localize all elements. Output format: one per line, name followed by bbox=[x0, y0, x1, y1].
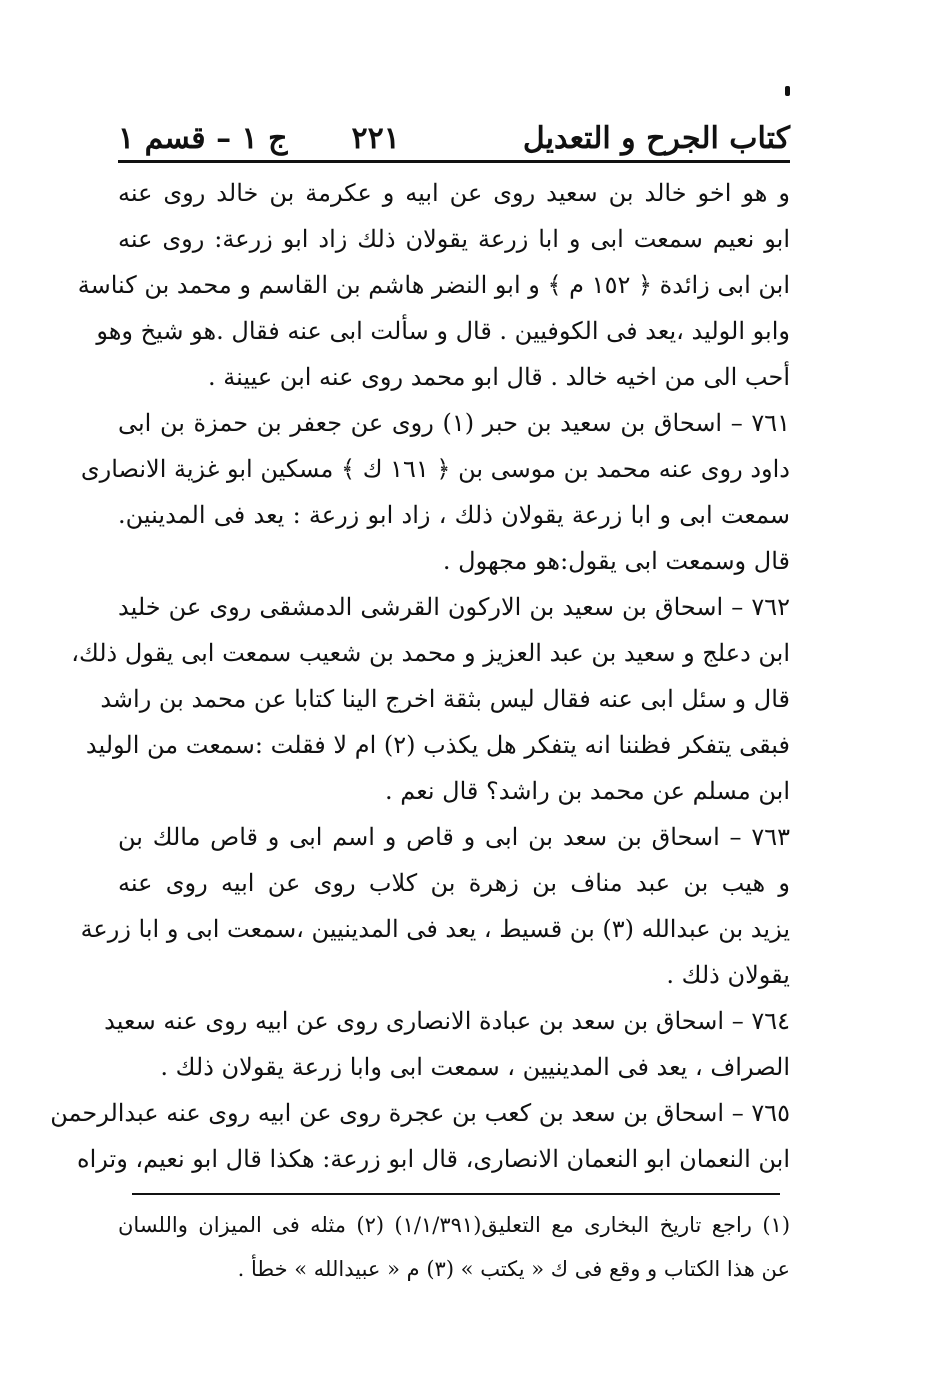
entry-764 bbox=[104, 998, 790, 1090]
page-number: ٢٢١ bbox=[351, 121, 400, 156]
text-line: ٧٦٣ – اسحاق بن سعد بن ابى و قاص و اسم ابى و قاص مالك بن bbox=[118, 823, 790, 851]
text-line: ابن مسلم عن محمد بن راشد؟ قال نعم . bbox=[385, 777, 790, 805]
text-line: ابو نعيم سمعت ابى و ابا زرعة يقولان ذلك زاد ابو زرعة: روى عنه bbox=[118, 225, 790, 253]
header-rule bbox=[118, 160, 790, 163]
footnote-rule bbox=[132, 1193, 780, 1195]
entry-763 bbox=[80, 814, 790, 998]
text-line: ٧٦٤ – اسحاق بن سعد بن عبادة الانصارى روى عن ابيه روى عنه سعيد bbox=[104, 1007, 790, 1035]
running-header bbox=[118, 96, 790, 156]
book-title: كتاب الجرح و التعديل bbox=[522, 121, 790, 156]
text-line: ٧٦٢ – اسحاق بن سعيد بن الاركون القرشى الدمشقى روى عن خليد bbox=[118, 593, 790, 621]
text-line: وابو الوليد ،يعد فى الكوفيين . قال و سألت ابى عنه فقال .هو شيخ وهو bbox=[96, 317, 790, 345]
text-line: داود روى عنه محمد بن موسى بن ﴿ ١٦١ ك ﴾ مسكين ابو غزية الانصارى bbox=[80, 455, 790, 483]
text-line: أحب الى من اخيه خالد . قال ابو محمد روى عنه ابن عيينة . bbox=[208, 363, 790, 391]
footnote-line: (١) راجع تاريخ البخارى مع التعليق(١/١/٣٩١) (٢) مثله فى الميزان واللسان bbox=[118, 1213, 791, 1237]
text-line: قال و سئل ابى عنه فقال ليس بثقة اخرج الينا كتابا عن محمد بن راشد bbox=[100, 685, 790, 713]
entry-761 bbox=[80, 400, 790, 584]
text-line: قال وسمعت ابى يقول:هو مجهول . bbox=[442, 547, 790, 575]
document-page bbox=[50, 0, 791, 1381]
text-line: الصراف ، يعد فى المدينيين ، سمعت ابى وابا زرعة يقولان ذلك . bbox=[160, 1053, 790, 1081]
text-line: يقولان ذلك . bbox=[666, 961, 790, 989]
text-line: يزيد بن عبدالله (٣) بن قسيط ، يعد فى المدينيين ،سمعت ابى و ابا زرعة bbox=[80, 915, 790, 943]
text-line: ابن ابى زائدة ﴿ ١٥٢ م ﴾ و ابو النضر هاشم بن القاسم و محمد بن كناسة bbox=[77, 271, 790, 299]
text-line: و هو اخو خالد بن سعيد روى عن ابيه و عكرمة بن خالد روى عنه bbox=[118, 179, 790, 207]
entry-765 bbox=[50, 1090, 790, 1182]
entry-762 bbox=[71, 584, 790, 814]
entry-continuation bbox=[77, 170, 790, 400]
footnotes bbox=[118, 1203, 790, 1291]
text-line: ٧٦٥ – اسحاق بن سعد بن كعب بن عجرة روى عن ابيه روى عنه عبدالرحمن bbox=[50, 1099, 790, 1127]
text-line: ابن دعلج و سعيد بن عبد العزيز و محمد بن شعيب سمعت ابى يقول ذلك، bbox=[71, 639, 790, 667]
text-line: و هيب بن عبد مناف بن زهرة بن كلاب روى عن ابيه روى عنه bbox=[118, 869, 790, 897]
text-line: فبقى يتفكر فظننا انه يتفكر هل يكذب (٢) ام لا فقلت :سمعت من الوليد bbox=[85, 731, 790, 759]
ink-mark bbox=[785, 86, 790, 96]
volume-part-label: ج ١ – قسم ١ bbox=[118, 121, 288, 156]
footnote-line: عن هذا الكتاب و وقع فى ك « يكتب » (٣) م « عبيدالله » خطأ . bbox=[237, 1257, 790, 1281]
text-line: ٧٦١ – اسحاق بن سعيد بن حبر (١) روى عن جعفر بن حمزة بن ابى bbox=[118, 409, 790, 437]
main-text bbox=[50, 170, 790, 1182]
text-line: سمعت ابى و ابا زرعة يقولان ذلك ، زاد ابو زرعة : يعد فى المدينين. bbox=[118, 501, 790, 529]
text-line: ابن النعمان ابو النعمان الانصارى، قال ابو زرعة: هكذا قال ابو نعيم، وتراه bbox=[77, 1145, 790, 1173]
